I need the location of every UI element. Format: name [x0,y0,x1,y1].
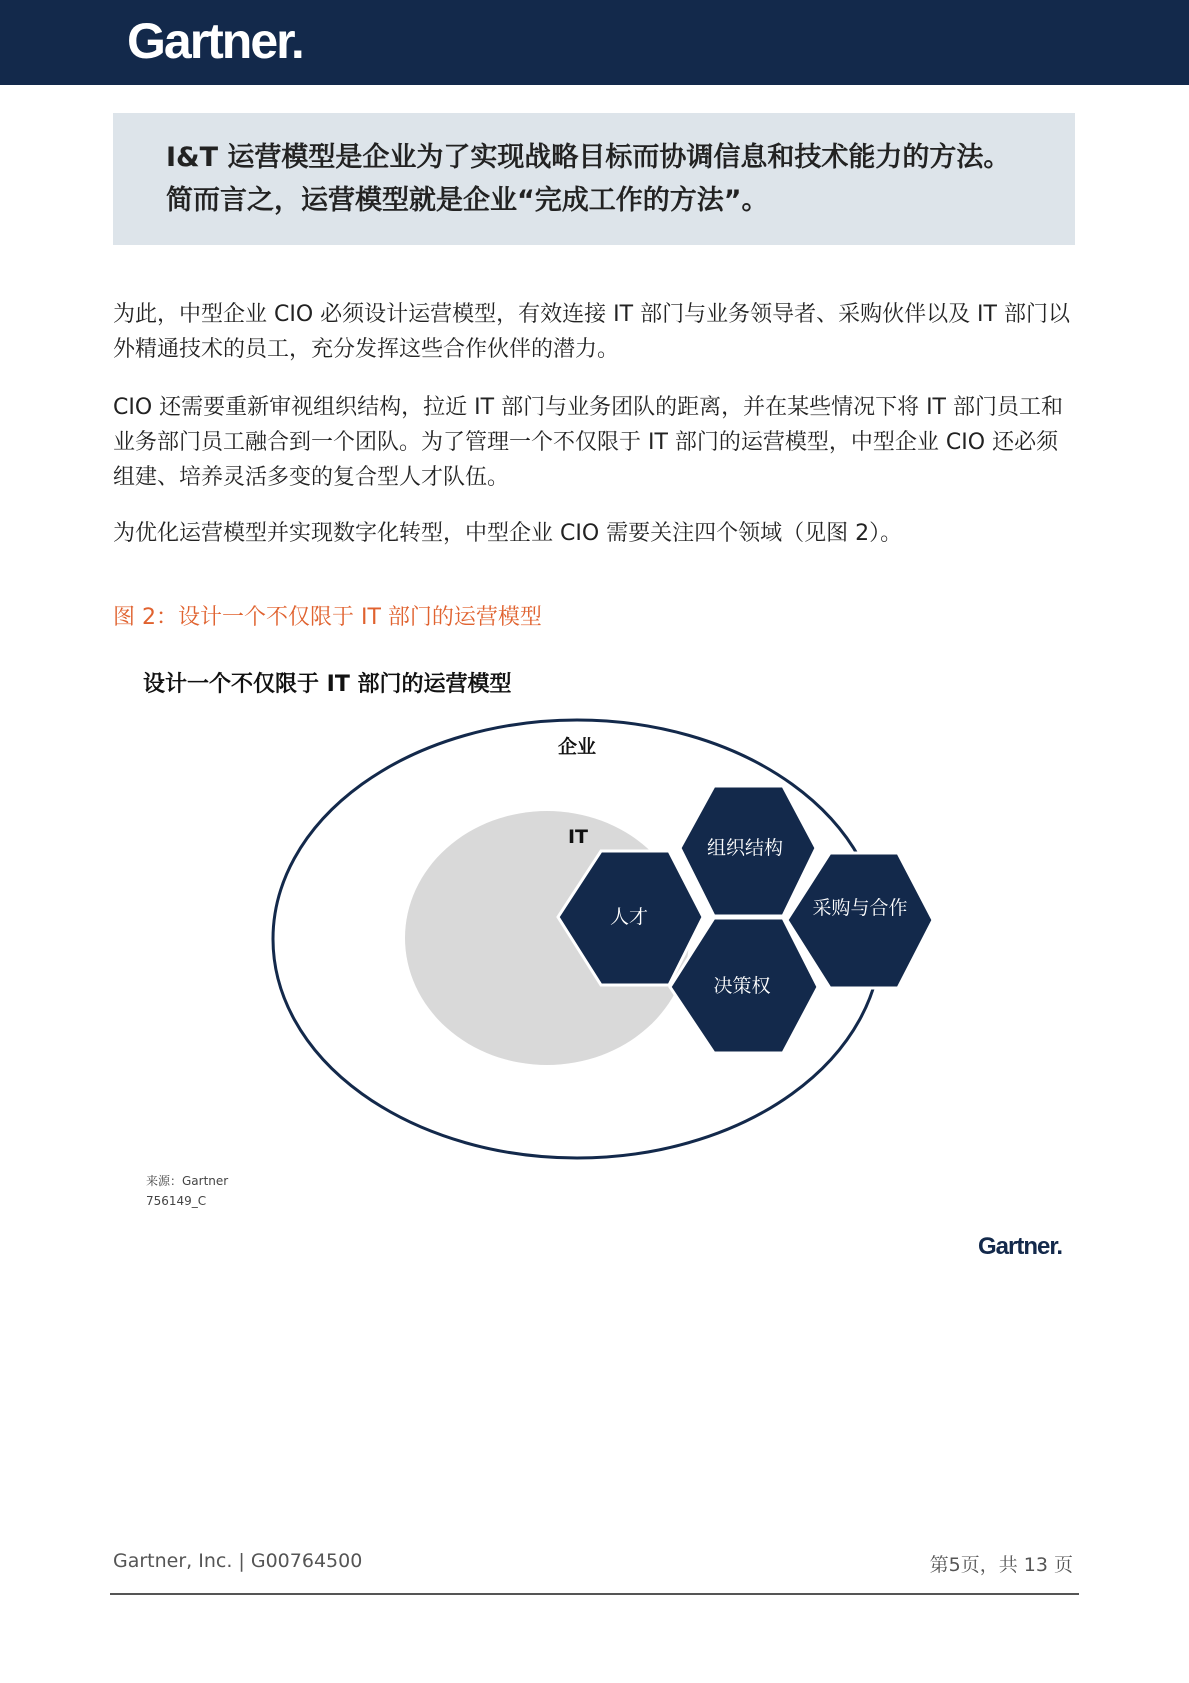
paragraph-2: CIO 还需要重新审视组织结构，拉近 IT 部门与业务团队的距离，并在某些情况下将 IT 部门员工和业务部门员工融合到一个团队。为了管理一个不仅限于 IT 部门的运营模型，中型企业 CIO 还必须组建、培养灵活多变的复合型人才队伍。 [113,395,1063,490]
paragraph-1: 为此，中型企业 CIO 必须设计运营模型，有效连接 IT 部门与业务领导者、采购伙伴以及 IT 部门以外精通技术的员工，充分发挥这些合作伙伴的潜力。 [113,302,1070,362]
hex-label-talent: 人才 [609,906,648,928]
footer-page-number: 第5页，共 13 页 [929,1554,1073,1576]
figure-source: 来源：Gartner [146,1174,229,1188]
hex-label-org-structure: 组织结构 [706,837,783,859]
figure-code: 756149_C [146,1194,207,1208]
paragraph-3: 为优化运营模型并实现数字化转型，中型企业 CIO 需要关注四个领域（见图 2）。 [113,521,903,546]
figure-gartner-logo: Gartner. [978,1233,1063,1260]
it-label: IT [567,826,589,848]
figure-caption: 图 2：设计一个不仅限于 IT 部门的运营模型 [113,605,542,630]
gartner-logo: Gartner. [127,13,303,69]
callout-box: I&T 运营模型是企业为了实现战略目标而协调信息和技术能力的方法。简而言之，运营模型就是企业“完成工作的方法”。 [113,113,1075,245]
figure-title: 设计一个不仅限于 IT 部门的运营模型 [143,672,512,697]
hex-label-decision-rights: 决策权 [713,975,771,997]
enterprise-label: 企业 [557,736,597,758]
hex-label-procurement: 采购与合作 [812,897,908,919]
footer-document-id: Gartner, Inc. | G00764500 [113,1550,363,1572]
footer-divider [110,1593,1079,1595]
